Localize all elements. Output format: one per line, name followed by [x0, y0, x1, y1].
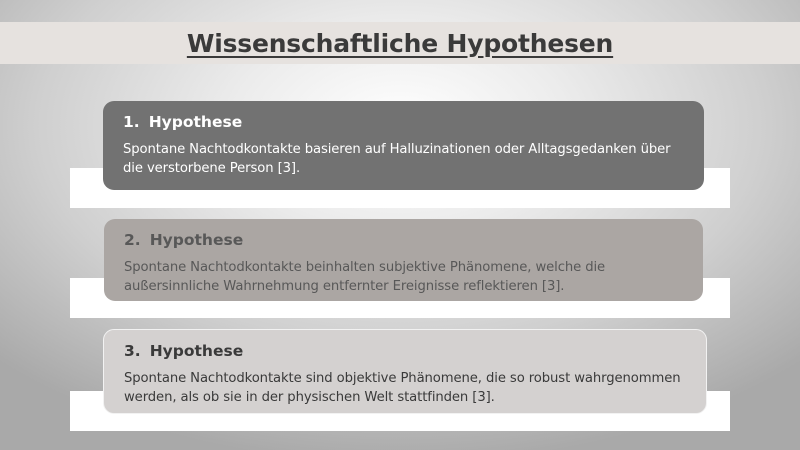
hypothesis-number: 3. [124, 342, 141, 360]
hypothesis-heading-label: Hypothese [149, 342, 244, 360]
hypothesis-heading [124, 342, 688, 360]
hypothesis-text: Spontane Nachtodkontakte basieren auf Halluzinationen oder Alltagsgedanken über die verstorbene Person [3]. [123, 142, 671, 176]
hypothesis-text: Spontane Nachtodkontakte beinhalten subjektive Phänomene, welche die außersinnliche Wahrnehmung entfernter Ereignisse reflektieren [3]. [124, 260, 606, 294]
hypothesis-card-3 [103, 329, 707, 414]
hypothesis-text: Spontane Nachtodkontakte sind objektive Phänomene, die so robust wahrgenommen werden, als ob sie in der physischen Welt stattfinden [3]. [124, 371, 681, 405]
hypothesis-number: 1. [123, 113, 140, 131]
hypothesis-number: 2. [124, 231, 141, 249]
hypothesis-card-1 [103, 101, 704, 190]
hypothesis-heading-label: Hypothese [148, 113, 243, 131]
hypothesis-heading [124, 231, 685, 249]
hypothesis-card-2 [104, 219, 703, 301]
slide-title: Wissenschaftliche Hypothesen [186, 28, 614, 58]
hypothesis-heading [123, 113, 686, 131]
hypothesis-heading-label: Hypothese [149, 231, 244, 249]
